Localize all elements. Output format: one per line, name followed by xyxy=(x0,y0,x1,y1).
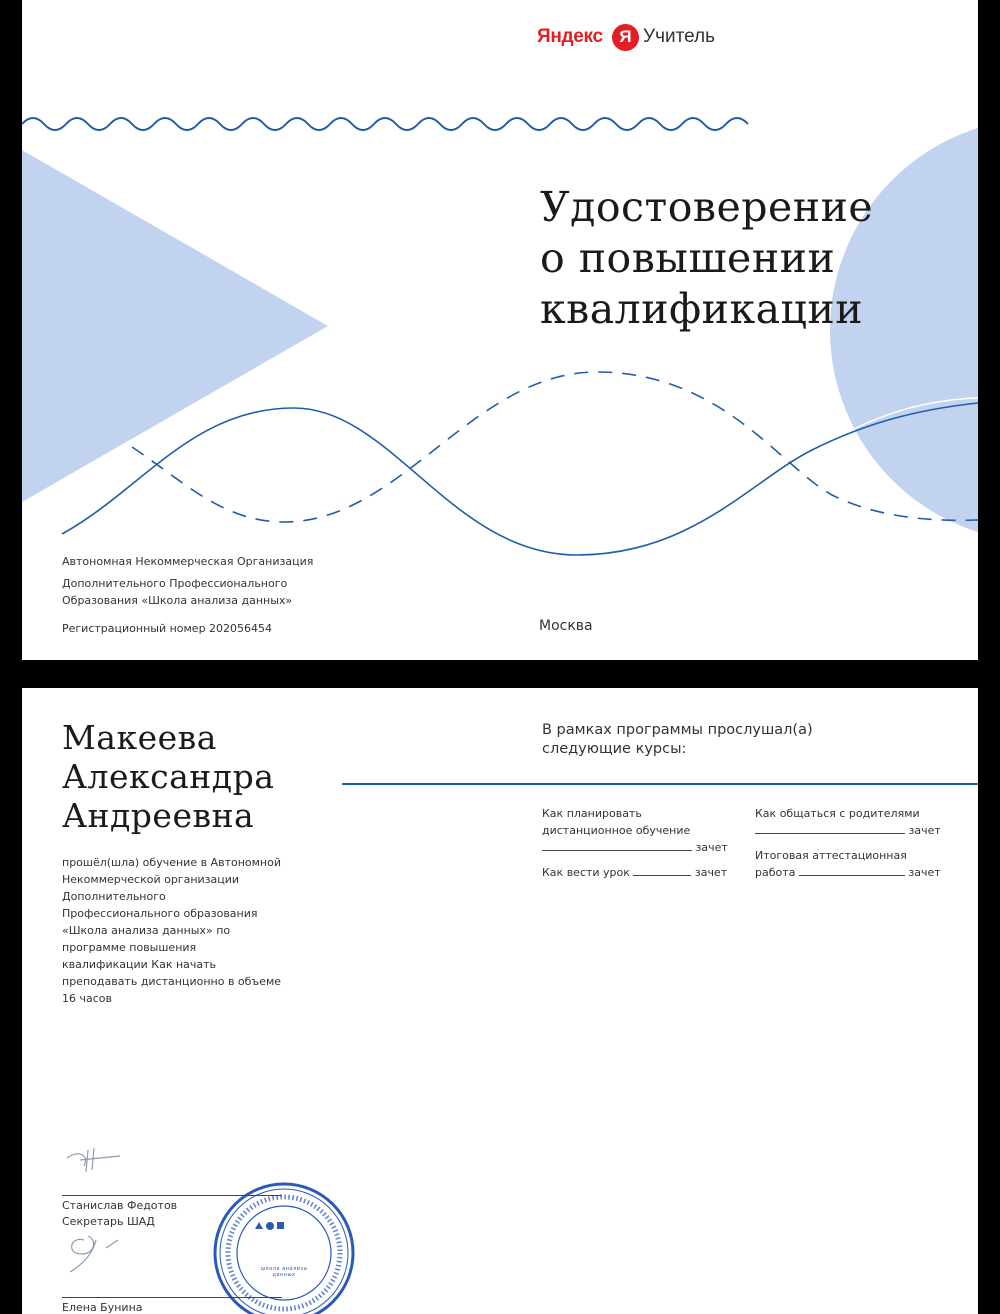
course-title: Как вести урок xyxy=(542,866,630,879)
course-result: зачет xyxy=(695,841,728,854)
grade-blank xyxy=(755,822,905,834)
recipient-name xyxy=(62,718,274,835)
name-line: Александра xyxy=(62,757,275,796)
signer-name: Елена Бунина xyxy=(62,1301,143,1314)
completion-statement xyxy=(62,854,302,1007)
signer-bunina xyxy=(62,1300,143,1314)
statement-line: Некоммерческой организации xyxy=(62,873,240,886)
signature-line xyxy=(62,1297,282,1298)
course-title: Как общаться с родителями xyxy=(755,807,920,820)
certificate-cover xyxy=(22,0,978,660)
signature-bunina xyxy=(70,1236,118,1272)
course-title: Итоговая аттестационная xyxy=(755,849,907,862)
signer-role: Секретарь ШАД xyxy=(62,1215,155,1228)
course-result: зачет xyxy=(908,866,941,879)
grade-blank xyxy=(542,839,692,851)
org-line: Автономная Некоммерческая Организация xyxy=(62,555,314,568)
certificate-inner xyxy=(22,688,978,1314)
yandex-logo: Яндекс xyxy=(537,26,603,47)
certificate-title xyxy=(540,182,873,335)
course-title: работа xyxy=(755,866,796,879)
course-item xyxy=(542,864,727,881)
statement-line: 16 часов xyxy=(62,992,112,1005)
course-result: зачет xyxy=(908,824,941,837)
heading-line: В рамках программы прослушал(а) xyxy=(542,722,813,738)
name-line: Макеева xyxy=(62,718,217,757)
org-line: Образования «Школа анализа данных» xyxy=(62,594,293,607)
organization-name xyxy=(62,553,313,609)
title-line: квалификации xyxy=(540,285,864,333)
statement-line: «Школа анализа данных» по xyxy=(62,924,231,937)
course-title: Как планировать xyxy=(542,807,642,820)
statement-line: Профессионального образования xyxy=(62,907,258,920)
title-line: о повышении xyxy=(540,234,836,282)
statement-line: программе повышения xyxy=(62,941,197,954)
signer-fedotov xyxy=(62,1198,177,1230)
decor-triangle xyxy=(22,150,328,502)
course-item xyxy=(755,847,941,881)
grade-blank xyxy=(799,864,905,876)
statement-line: преподавать дистанционно в объеме xyxy=(62,975,282,988)
teacher-label: Учитель xyxy=(643,26,715,47)
signer-name: Станислав Федотов xyxy=(62,1199,178,1212)
statement-line: Дополнительного xyxy=(62,890,166,903)
course-item xyxy=(542,805,728,856)
name-line: Андреевна xyxy=(62,796,255,835)
decor-wave-solid xyxy=(62,403,978,555)
yandex-teacher-logo xyxy=(612,22,715,52)
statement-line: прошёл(шла) обучение в Автономной xyxy=(62,856,281,869)
grade-blank xyxy=(633,864,691,876)
course-result: зачет xyxy=(694,866,728,879)
signature-fedotov xyxy=(67,1148,120,1172)
course-title: дистанционное обучение xyxy=(542,824,691,837)
registration-number: Регистрационный номер 202056454 xyxy=(62,622,273,635)
stamp-text: школа анализа данных xyxy=(260,1266,308,1278)
decor-wave-top xyxy=(22,118,748,130)
stamp-seal xyxy=(215,1184,353,1314)
statement-line: квалификации Как начать xyxy=(62,958,217,971)
heading-line: следующие курсы: xyxy=(542,741,687,757)
course-item xyxy=(755,805,941,839)
title-line: Удостоверение xyxy=(540,183,874,231)
org-line: Дополнительного Профессионального xyxy=(62,577,288,590)
city: Москва xyxy=(539,618,593,634)
program-heading xyxy=(542,721,872,759)
ya-letter-icon: Я xyxy=(612,24,639,51)
signature-line xyxy=(62,1195,282,1196)
